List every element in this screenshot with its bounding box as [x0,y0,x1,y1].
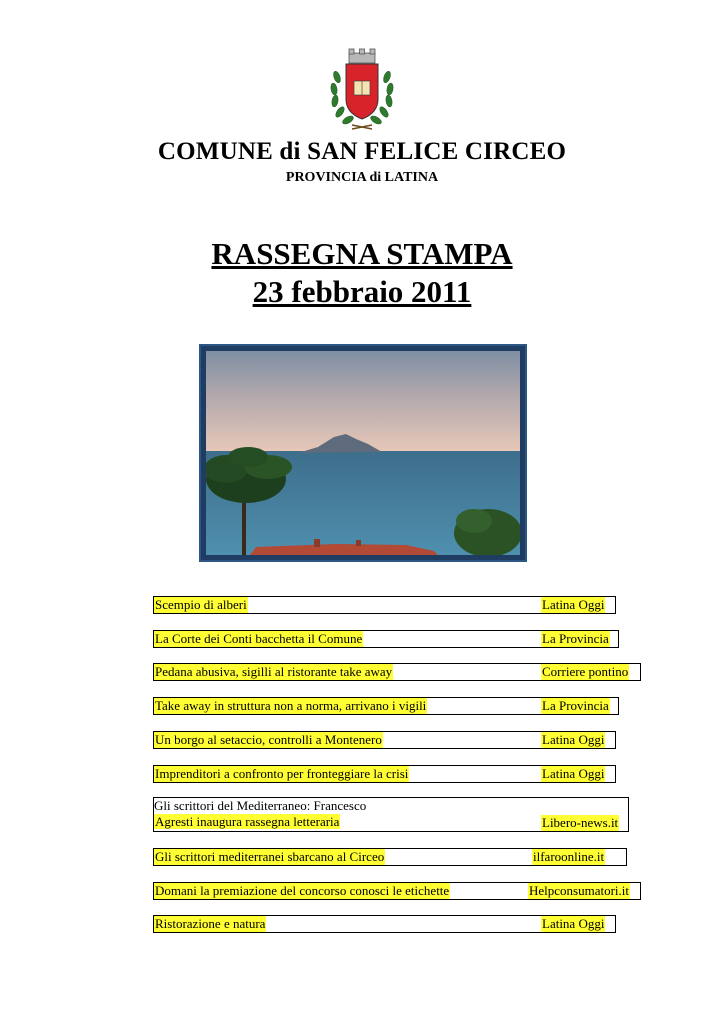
article-row[interactable] [153,697,619,715]
article-headline[interactable]: Domani la premiazione del concorso conosci le etichette [155,883,450,898]
article-source: Helpconsumatori.it [529,883,630,898]
landscape-photo-frame [199,344,527,562]
article-source: La Provincia [542,631,609,646]
article-source: Latina Oggi [542,732,605,747]
article-headline[interactable]: Scempio di alberi [155,597,247,612]
article-source: Corriere pontino [542,664,629,679]
article-source: Latina Oggi [542,766,605,781]
circeo-landscape-photo [206,351,520,555]
article-headline[interactable]: La Corte dei Conti bacchetta il Comune [155,631,363,646]
article-row[interactable] [153,765,616,783]
article-headline[interactable]: Pedana abusiva, sigilli al ristorante take away [155,664,393,679]
comune-name: COMUNE di SAN FELICE CIRCEO [157,138,567,165]
article-source: Latina Oggi [542,597,605,612]
article-source: ilfaroonline.it [533,849,605,864]
article-row[interactable] [153,630,619,648]
article-headline[interactable]: Imprenditori a confronto per fronteggiare la crisi [155,766,409,781]
article-headline-line: Agresti inaugura rassegna letteraria [155,814,340,829]
document-date: 23 febbraio 2011 [252,274,472,309]
article-headline[interactable]: Take away in struttura non a norma, arrivano i vigili [155,698,427,713]
article-headline[interactable]: Ristorazione e natura [155,916,266,931]
article-row[interactable] [153,882,641,900]
article-row[interactable] [153,596,616,614]
article-row[interactable] [153,848,627,866]
article-row[interactable] [153,663,641,681]
document-title: RASSEGNA STAMPA [211,236,513,271]
article-headline[interactable]: Un borgo al setaccio, controlli a Montenero [155,732,382,747]
article-row[interactable] [153,915,616,933]
article-row[interactable] [153,797,629,832]
article-source: Latina Oggi [542,916,605,931]
article-source: La Provincia [542,698,609,713]
article-source: Libero-news.it [542,815,619,830]
article-row[interactable] [153,731,616,749]
article-headline[interactable]: Gli scrittori mediterranei sbarcano al Circeo [155,849,385,864]
municipal-crest-logo [327,47,397,131]
provincia-name: PROVINCIA di LATINA [285,170,439,185]
article-headline-line: Gli scrittori del Mediterraneo: Francesco [154,798,367,813]
article-headline[interactable] [154,798,366,830]
